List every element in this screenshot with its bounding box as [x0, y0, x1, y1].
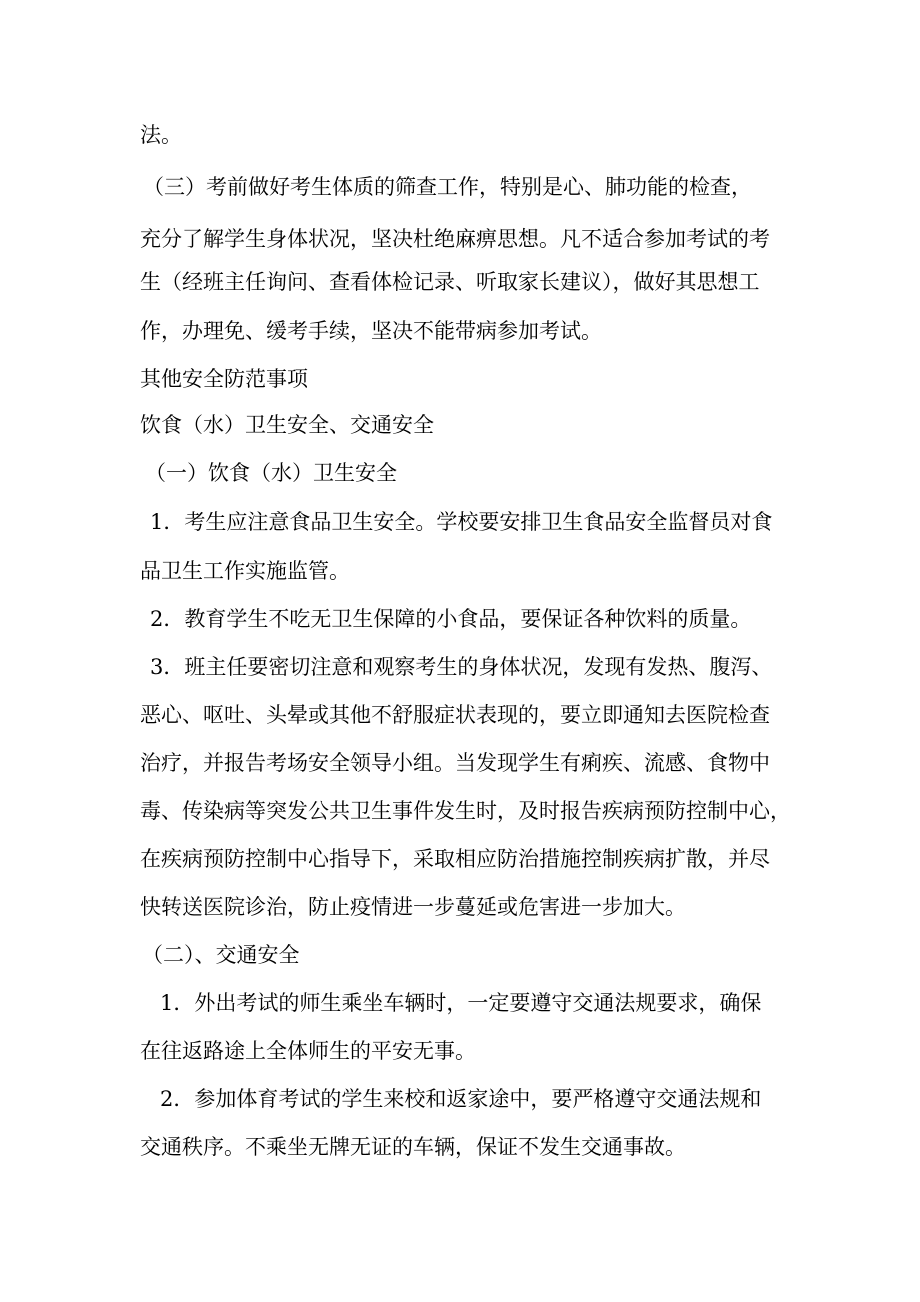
text-line-13: 恶心、呕吐、头晕或其他不舒服症状表现的，要立即通知去医院检查: [140, 703, 770, 727]
section-heading-other-safety: 其他安全防范事项: [140, 367, 308, 391]
text-line-5: 作，办理免、缓考手续，坚决不能带病参加考试。: [140, 319, 602, 343]
text-line-9: 1．考生应注意食品卫生安全。学校要安排卫生食品安全监督员对食: [150, 510, 773, 534]
text-line-1: 法。: [140, 123, 182, 147]
subheading-food-water-safety: （一）饮食（水）卫生安全: [145, 461, 397, 485]
text-line-22: 交通秩序。不乘坐无牌无证的车辆，保证不发生交通事故。: [140, 1135, 686, 1159]
text-line-20: 在往返路途上全体师生的平安无事。: [140, 1039, 476, 1063]
subheading-traffic-safety: （二）、交通安全: [142, 943, 300, 967]
text-line-17: 快转送医院诊治，防止疫情进一步蔓延或危害进一步加大。: [140, 895, 686, 919]
text-line-12: 3．班主任要密切注意和观察考生的身体状况，发现有发热、腹泻、: [150, 655, 773, 679]
text-line-3: 充分了解学生身体状况，坚决杜绝麻痹思想。凡不适合参加考试的考: [140, 227, 770, 251]
text-line-21: 2．参加体育考试的学生来校和返家途中，要严格遵守交通法规和: [160, 1087, 762, 1111]
text-line-10: 品卫生工作实施监管。: [140, 559, 350, 583]
text-line-14: 治疗，并报告考场安全领导小组。当发现学生有痢疾、流感、食物中: [140, 751, 770, 775]
section-heading-food-traffic: 饮食（水）卫生安全、交通安全: [140, 413, 434, 437]
text-line-11: 2．教育学生不吃无卫生保障的小食品，要保证各种饮料的质量。: [150, 607, 752, 631]
text-line-4: 生（经班主任询问、查看体检记录、听取家长建议），做好其思想工: [140, 270, 760, 294]
text-line-16: 在疾病预防控制中心指导下，采取相应防治措施控制疾病扩散，并尽: [140, 847, 770, 871]
text-line-2: （三）考前做好考生体质的筛查工作，特别是心、肺功能的检查，: [143, 175, 752, 199]
text-line-19: 1．外出考试的师生乘坐车辆时，一定要遵守交通法规要求，确保: [160, 991, 762, 1015]
text-line-15: 毒、传染病等突发公共卫生事件发生时，及时报告疾病预防控制中心，: [140, 799, 791, 823]
